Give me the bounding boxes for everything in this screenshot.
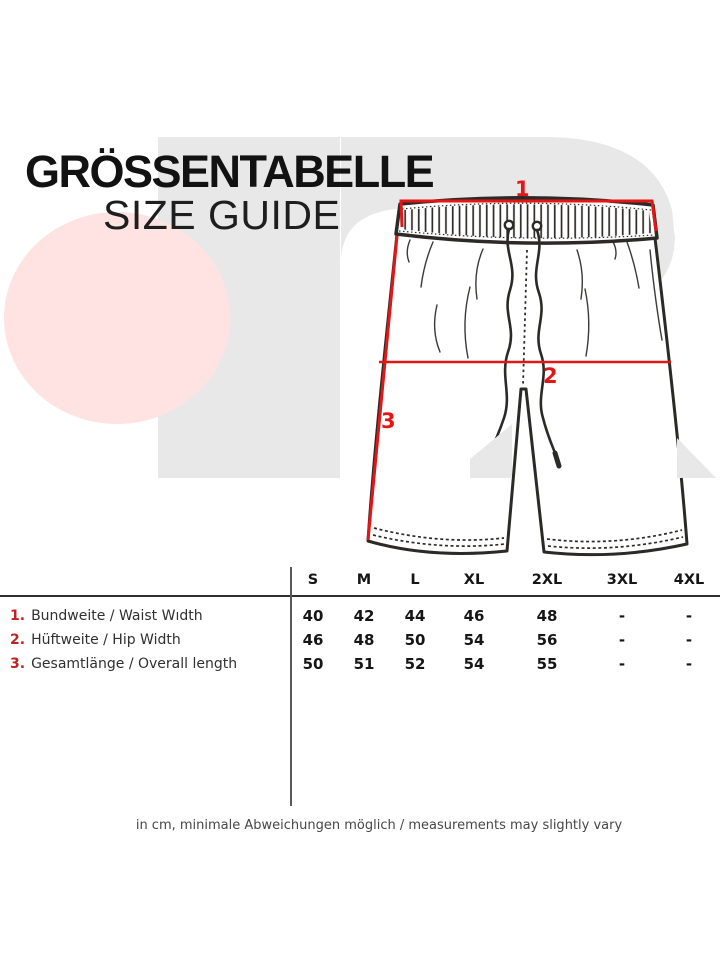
size-header-row bbox=[0, 565, 720, 595]
cell-value: 48 bbox=[536, 607, 558, 625]
page-subtitle: SIZE GUIDE bbox=[103, 192, 341, 238]
size-col-s: S bbox=[307, 572, 319, 588]
table-row-length bbox=[0, 652, 720, 676]
row-label bbox=[0, 608, 288, 624]
cell-value: 50 bbox=[302, 655, 324, 673]
marker-3: 3 bbox=[381, 409, 396, 433]
cell-value: 48 bbox=[353, 631, 375, 649]
cell-value: 54 bbox=[463, 655, 485, 673]
row-number: 3. bbox=[10, 656, 26, 672]
cell-value: - bbox=[618, 655, 626, 673]
row-label bbox=[0, 632, 288, 648]
size-col-3xl: 3XL bbox=[606, 572, 638, 588]
cell-value: - bbox=[685, 631, 693, 649]
cell-value: 54 bbox=[463, 631, 485, 649]
page-title: GRÖSSENTABELLE bbox=[25, 146, 434, 197]
marker-2: 2 bbox=[543, 364, 558, 388]
cell-value: 55 bbox=[536, 655, 558, 673]
cell-value: 46 bbox=[302, 631, 324, 649]
cell-value: 56 bbox=[536, 631, 558, 649]
table-row-waist bbox=[0, 604, 720, 628]
cell-value: 46 bbox=[463, 607, 485, 625]
cell-value: 51 bbox=[353, 655, 375, 673]
cell-value: 42 bbox=[353, 607, 375, 625]
cell-value: - bbox=[685, 655, 693, 673]
size-col-4xl: 4XL bbox=[673, 572, 705, 588]
cell-value: - bbox=[685, 607, 693, 625]
waistband-ribbing bbox=[400, 204, 652, 238]
size-table bbox=[0, 565, 720, 676]
row-number: 1. bbox=[10, 608, 26, 624]
row-label-text: Hüftweite / Hip Width bbox=[31, 632, 181, 648]
size-col-m: M bbox=[356, 572, 372, 588]
row-label-text: Bundweite / Waist Wıdth bbox=[31, 608, 203, 624]
table-row-hip bbox=[0, 628, 720, 652]
row-label bbox=[0, 656, 288, 672]
brand-circle bbox=[4, 212, 230, 424]
shorts-drawing bbox=[368, 198, 687, 555]
cell-value: 50 bbox=[404, 631, 426, 649]
row-number: 2. bbox=[10, 632, 26, 648]
cell-value: - bbox=[618, 607, 626, 625]
measurement-disclaimer: in cm, minimale Abweichungen möglich / measurements may slightly vary bbox=[135, 818, 623, 833]
cell-value: 40 bbox=[302, 607, 324, 625]
cell-value: 52 bbox=[404, 655, 426, 673]
shorts-body-outline bbox=[368, 234, 687, 555]
cell-value: - bbox=[618, 631, 626, 649]
size-col-2xl: 2XL bbox=[531, 572, 563, 588]
cell-value: 44 bbox=[404, 607, 426, 625]
size-col-xl: XL bbox=[463, 572, 485, 588]
marker-1: 1 bbox=[515, 177, 530, 201]
size-col-l: L bbox=[410, 572, 420, 588]
row-label-text: Gesamtlänge / Overall length bbox=[31, 656, 238, 672]
